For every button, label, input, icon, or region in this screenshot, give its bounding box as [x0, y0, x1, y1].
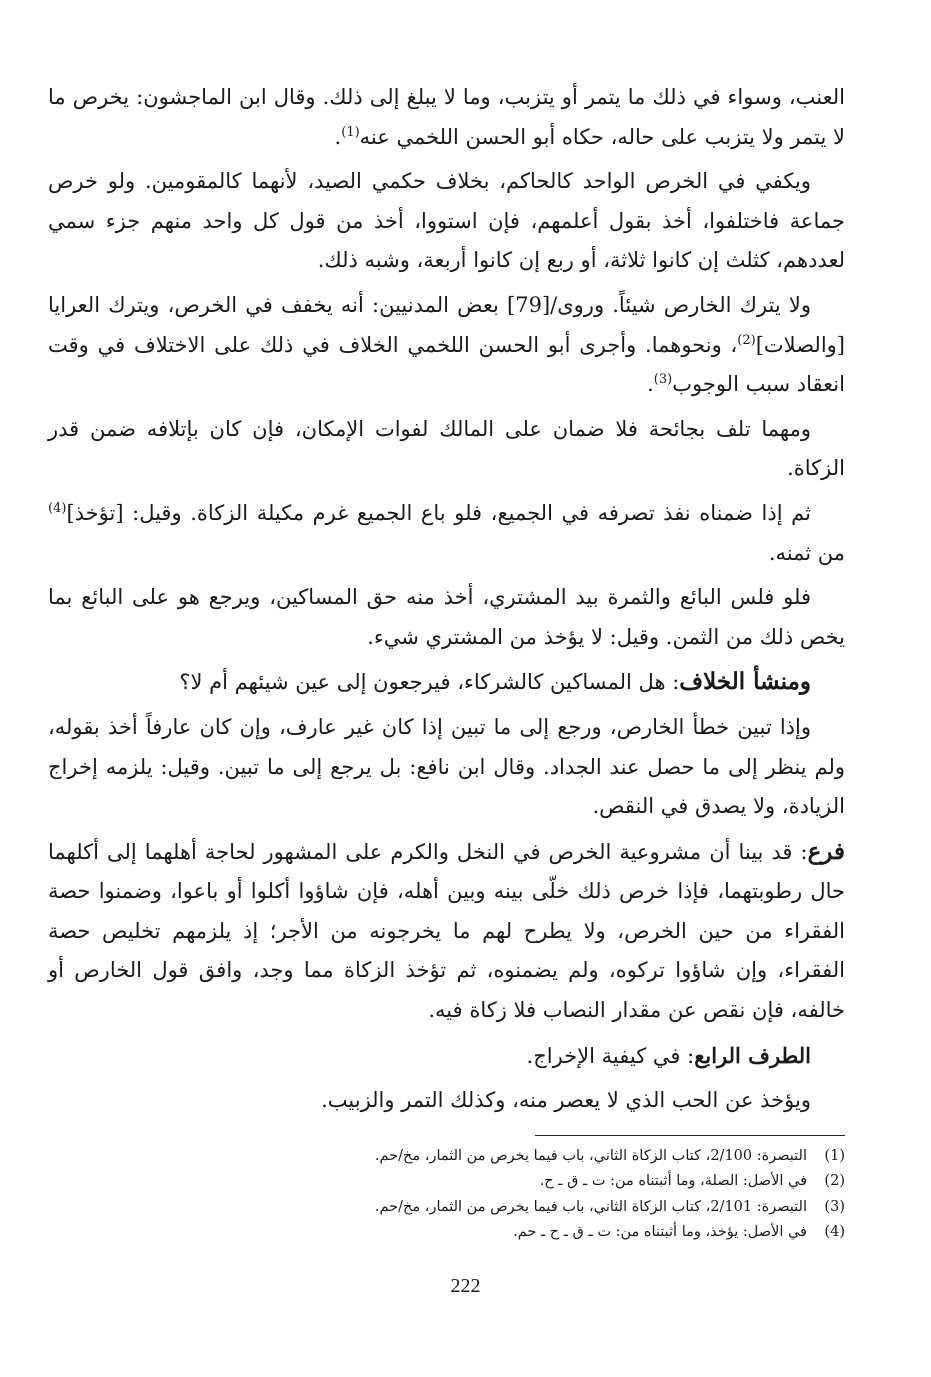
- footnote-separator: [535, 1135, 845, 1136]
- paragraph-text: وإذا تبين خطأ الخارص، ورجع إلى ما تبين إذا كان غير عارف، وإن كان عارفاً أخذ بقوله، ولم ينظر إلى ما حصل عند الجداد. وقال ابن نافع: بل يرجع إلى ما تبين. وقيل: يلزمه إخراج الزيادة، ولا يصدق في النقص.: [48, 714, 845, 819]
- page-number: 222: [450, 1275, 481, 1297]
- footnote-text: التبصرة: 2/100، كتاب الزكاة الثاني، باب فيما يخرص من الثمار، مخ/حم.: [374, 1147, 807, 1164]
- paragraph-text: ثم إذا ضمناه نفذ تصرفه في الجميع، فلو باع الجميع غرم مكيلة الزكاة. وقيل: [تؤخذ]: [66, 500, 811, 525]
- paragraph-1: [48, 78, 845, 157]
- footnote-item: [48, 1195, 845, 1221]
- section-lead: ومنشأ الخلاف: [679, 668, 811, 696]
- paragraph-2: [48, 162, 845, 281]
- footnote-number: (4): [824, 1224, 845, 1241]
- footnote-ref-4[interactable]: (4): [48, 500, 67, 516]
- section-heading: الطرف الرابع: [694, 1042, 811, 1068]
- paragraph-text: : قد بينا أن مشروعية الخرص في النخل والكرم على المشهور لحاجة أهلهما إلى أكلهما حال رطوبتهما، فإذا خرص ذلك خلّى بينه وبين أهله، فإن شاؤوا أكلوا أو باعوا، وضمنوا حصة الفقراء من حين الخرص، ولا يطرح لهم ما يخرجونه من الأجر؛ إذ يلزمهم تخليص حصة الفقراء، وإن شاؤوا تركوه، ولم يضمنوه، ثم تؤخذ الزكاة مما وجد، وافق قول الخارص أو خالفه، فإن نقص عن مقدار النصاب فلا زكاة فيه.: [48, 839, 845, 1023]
- paragraph-text: ، ونحوهما. وأجرى أبو الحسن اللخمي الخلاف في ذلك على الاختلاف في وقت انعقاد سبب الوجوب: [48, 332, 845, 397]
- footnotes: [48, 1144, 845, 1246]
- paragraph-4: [48, 410, 845, 489]
- footnote-item: [48, 1169, 845, 1195]
- footnote-number: (2): [824, 1173, 845, 1190]
- footnote-ref-2[interactable]: (2): [737, 332, 756, 348]
- paragraph-6: [48, 578, 845, 657]
- footnote-item: [48, 1144, 845, 1170]
- paragraph-5: [48, 494, 845, 573]
- paragraph-text: ومهما تلف بجائحة فلا ضمان على المالك لفوات الإمكان، فإن كان بإتلافه ضمن قدر الزكاة.: [48, 416, 845, 481]
- footnote-number: (3): [824, 1198, 845, 1215]
- paragraph-text: ولا يترك الخارص شيئاً. وروى/[79] بعض المدنيين: أنه يخفف في الخرص، ويترك العرايا [والصلات]: [48, 292, 845, 357]
- footnote-text: التبصرة: 2/101، كتاب الزكاة الثاني، باب فيما يخرص من الثمار، مخ/حم.: [374, 1198, 807, 1215]
- paragraph-tail: .: [334, 124, 342, 149]
- paragraph-9: [48, 832, 845, 1031]
- footnote-text: في الأصل: يؤخذ، وما أثبتناه من: ت ـ ق ـ ح ـ حم.: [513, 1224, 807, 1241]
- paragraph-text: : في كيفية الإخراج.: [526, 1043, 695, 1068]
- paragraph-text: العنب، وسواء في ذلك ما يتمر أو يتزبب، وما لا يبلغ إلى ذلك. وقال ابن الماجشون: يخرص ما لا يتمر ولا يتزبب على حاله، حكاه أبو الحسن اللخمي عنه: [48, 85, 845, 149]
- footnote-text: في الأصل: الصلة، وما أثبتناه من: ت ـ ق ـ ح.: [539, 1173, 807, 1190]
- paragraph-tail: من ثمنه.: [768, 540, 845, 565]
- paragraph-text: : هل المساكين كالشركاء، فيرجعون إلى عين شيئهم أم لا؟: [179, 670, 680, 695]
- footnote-item: [48, 1220, 845, 1246]
- paragraph-tail: .: [647, 372, 654, 397]
- paragraph-text: فلو فلس البائع والثمرة بيد المشتري، أخذ منه حق المساكين، ويرجع هو على البائع بما يخص ذلك من الثمن. وقيل: لا يؤخذ من المشتري شيء.: [48, 585, 845, 649]
- paragraph-3: [48, 286, 845, 405]
- paragraph-text: ويؤخذ عن الحب الذي لا يعصر منه، وكذلك التمر والزبيب.: [321, 1088, 811, 1113]
- footnote-number: (1): [824, 1147, 845, 1164]
- footnote-ref-3[interactable]: (3): [653, 372, 673, 388]
- page-body: [48, 78, 845, 1246]
- paragraph-10: [48, 1036, 845, 1077]
- paragraph-7: [48, 662, 845, 703]
- paragraph-11: [48, 1081, 845, 1121]
- paragraph-text: ويكفي في الخرص الواحد كالحاكم، بخلاف حكمي الصيد، لأنهما كالمقومين. ولو خرص جماعة فاختلفوا، أخذ بقول أعلمهم، فإن استووا، أخذ من قول كل واحد منهم جزء سمي لعددهم، كثلث إن كانوا ثلاثة، أو ربع إن كانوا أربعة، وشبه ذلك.: [48, 169, 845, 273]
- paragraph-8: [48, 708, 845, 827]
- footnote-ref-1[interactable]: (1): [341, 124, 360, 140]
- section-lead: فرع: [807, 837, 845, 865]
